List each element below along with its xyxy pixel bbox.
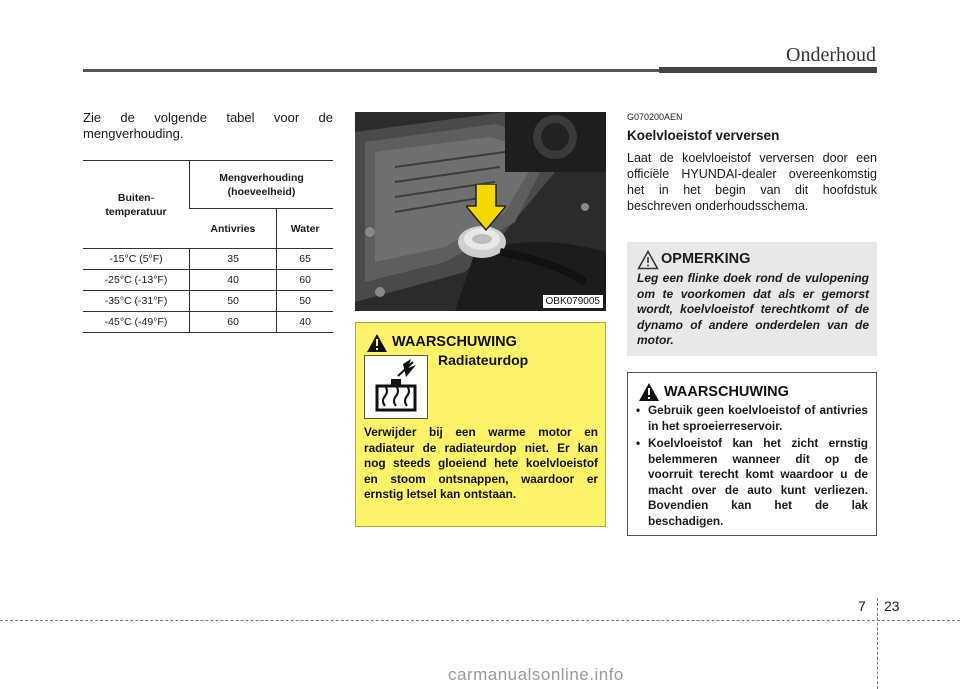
cell-antifreeze: 50 bbox=[190, 291, 277, 312]
warning-subtitle: Radiateurdop bbox=[438, 352, 529, 368]
list-item: • Koelvloeistof kan het zicht ernstig belemmeren wanneer dit op de voorruit terecht komt waardoor u de macht over de auto kunt verliezen. Bovendien kan het de lak beschadigen. bbox=[636, 436, 868, 529]
engine-bay-photo bbox=[355, 112, 606, 311]
page-number: 23 bbox=[884, 598, 900, 614]
table-row bbox=[83, 291, 333, 312]
warning-box-radiator-cap bbox=[355, 322, 606, 527]
col-header-outside-temp: Buiten- temperatuur bbox=[83, 161, 190, 249]
table-row bbox=[83, 270, 333, 291]
photo-code: OBK079005 bbox=[543, 295, 604, 308]
warning-box-washer bbox=[627, 372, 877, 536]
cell-water: 40 bbox=[277, 312, 333, 333]
cell-antifreeze: 40 bbox=[190, 270, 277, 291]
note-body: Leg een flinke doek rond de vulopening om te voorkomen dat als er gemorst wordt, koelvloeistof terechtkomt of de dynamo of andere onderdelen van de motor. bbox=[637, 271, 869, 347]
col-header-mix-ratio: Mengverhouding (hoeveelheid) bbox=[190, 161, 333, 209]
warning-list bbox=[636, 403, 868, 531]
cell-antifreeze: 60 bbox=[190, 312, 277, 333]
table-row bbox=[83, 249, 333, 270]
note-triangle-icon bbox=[637, 250, 659, 270]
cell-water: 65 bbox=[277, 249, 333, 270]
section-title: Onderhoud bbox=[786, 44, 876, 66]
col-header-water: Water bbox=[277, 209, 333, 249]
warning-triangle-icon bbox=[366, 333, 388, 353]
col-header-antifreeze: Antivries bbox=[190, 209, 277, 249]
intro-text: Zie de volgende tabel voor de mengverhouding. bbox=[83, 110, 333, 141]
procedure-title: Koelvloeistof verversen bbox=[627, 128, 780, 143]
note-box bbox=[627, 242, 877, 356]
chapter-number: 7 bbox=[858, 598, 866, 614]
mix-ratio-table bbox=[83, 160, 333, 333]
table-row bbox=[83, 312, 333, 333]
procedure-body: Laat de koelvloeistof verversen door een officiële HYUNDAI-dealer overeenkomstig het in het begin van dit hoofdstuk beschreven onderhoudsschema. bbox=[627, 151, 877, 213]
footer-divider bbox=[877, 598, 878, 689]
cell-temp: -35°C (-31°F) bbox=[83, 291, 190, 312]
list-item: • Gebruik geen koelvloeistof of antivries in het sproeierreservoir. bbox=[636, 403, 868, 434]
header-rule bbox=[83, 69, 877, 72]
warning-triangle-icon bbox=[638, 382, 660, 402]
cell-water: 50 bbox=[277, 291, 333, 312]
warning-title: WAARSCHUWING bbox=[664, 384, 789, 400]
cell-antifreeze: 35 bbox=[190, 249, 277, 270]
cell-temp: -45°C (-49°F) bbox=[83, 312, 190, 333]
footer-rule bbox=[0, 620, 960, 621]
location-arrow-icon bbox=[466, 184, 506, 232]
warning-title: WAARSCHUWING bbox=[392, 334, 517, 350]
watermark: carmanualsonline.info bbox=[448, 665, 624, 684]
hot-radiator-icon bbox=[364, 355, 428, 419]
cell-temp: -25°C (-13°F) bbox=[83, 270, 190, 291]
cell-water: 60 bbox=[277, 270, 333, 291]
procedure-code: G070200AEN bbox=[627, 112, 683, 122]
cell-temp: -15°C (5°F) bbox=[83, 249, 190, 270]
warning-body: Verwijder bij een warme motor en radiateur de radiateurdop niet. Er kan nog steeds gloeiend hete koelvloeistof en stoom ontsnappen, waardoor er ernstig letsel kan ontstaan. bbox=[364, 425, 598, 501]
note-title: OPMERKING bbox=[661, 251, 751, 267]
